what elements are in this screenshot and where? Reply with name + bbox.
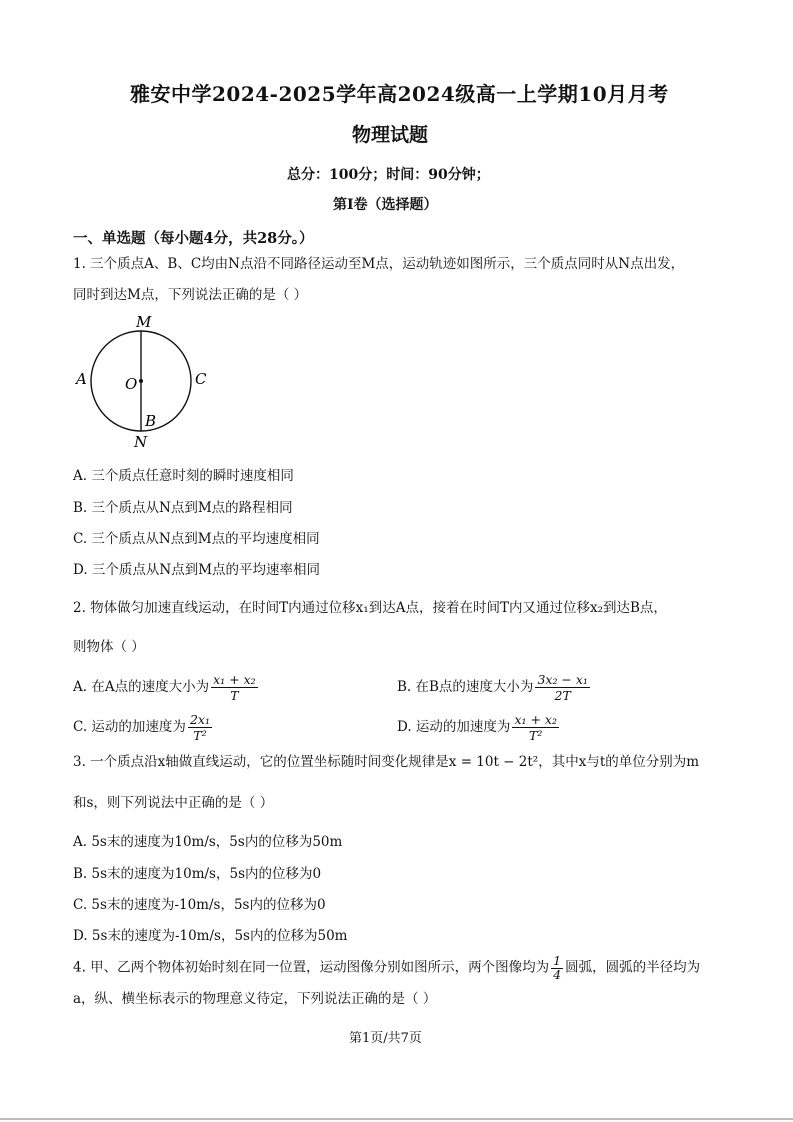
label-A: A [76, 370, 87, 388]
q3-option-c: C. 5s末的速度为-10m/s，5s内的位移为0 [73, 897, 326, 913]
label-M: M [136, 313, 152, 331]
q2-c-denominator: T² [193, 728, 207, 743]
q4-frac-numerator: 1 [553, 953, 562, 968]
page-number: 第1页/共7页 [349, 1031, 422, 1046]
q3-option-a: A. 5s末的速度为10m/s，5s内的位移为50m [73, 834, 343, 850]
q3-line1: 3. 一个质点沿x轴做直线运动，它的位置坐标随时间变化规律是x = 10t − 2t²，其中x与t的单位分别为m [73, 754, 700, 770]
section-heading: 一、单选题（每小题4分，共28分。） [73, 230, 314, 247]
label-C: C [195, 370, 207, 388]
q2-option-c-fraction [188, 712, 212, 743]
label-O: O [125, 375, 138, 393]
q2-d-denominator: T² [529, 728, 543, 743]
q2-a-numerator: x₁ + x₂ [213, 672, 256, 687]
q3-option-d: D. 5s末的速度为-10m/s，5s内的位移为50m [73, 928, 348, 944]
q4-line1-end: 圆弧，圆弧的半径均为 [565, 959, 701, 976]
label-N: N [134, 433, 148, 451]
exam-title: 雅安中学2024-2025学年高2024级高一上学期10月月考 [130, 82, 669, 106]
q2-option-a-text: A. 在A点的速度大小为 [73, 679, 210, 695]
q1-option-b: B. 三个质点从N点到M点的路程相同 [73, 500, 293, 516]
volume-label: 第Ⅰ卷（选择题） [333, 197, 438, 213]
q2-b-numerator: 3x₂ − x₁ [537, 672, 588, 687]
q4-line1-start: 4. 甲、乙两个物体初始时刻在同一位置，运动图像分别如图所示，两个图像均为 [73, 959, 550, 976]
q2-option-d [397, 712, 561, 743]
q3-line2: 和s，则下列说法中正确的是（ ） [73, 795, 274, 811]
subject-title: 物理试题 [352, 124, 429, 146]
center-point [139, 379, 143, 383]
q2-option-a-fraction [211, 672, 258, 703]
q3-option-b: B. 5s末的速度为10m/s，5s内的位移为0 [73, 866, 322, 882]
q2-option-b [397, 672, 592, 703]
q2-a-denominator: T [230, 688, 239, 703]
q2-option-d-fraction [512, 712, 559, 743]
q1-line1: 1. 三个质点A、B、C均由N点沿不同路径运动至M点，运动轨迹如图所示，三个质点同时从N点出发， [73, 256, 685, 272]
q4-frac-denominator: 4 [553, 966, 562, 982]
q2-c-numerator: 2x₁ [189, 712, 210, 727]
q2-line1: 2. 物体做匀加速直线运动，在时间T内通过位移x₁到达A点，接着在时间T内又通过位移x₂到达B点， [73, 600, 667, 616]
q2-b-denominator: 2T [554, 688, 571, 703]
q1-circle-diagram [70, 308, 220, 456]
q1-option-d: D. 三个质点从N点到M点的平均速率相同 [73, 562, 321, 578]
q2-option-c-text: C. 运动的加速度为 [73, 719, 186, 735]
q4-line1 [73, 955, 700, 981]
q1-line2: 同时到达M点，下列说法正确的是（ ） [73, 287, 308, 303]
q2-option-c [73, 712, 214, 743]
q2-option-b-fraction [535, 672, 590, 703]
q2-option-d-text: D. 运动的加速度为 [397, 719, 511, 735]
q2-option-b-text: B. 在B点的速度大小为 [397, 679, 534, 695]
q2-d-numerator: x₁ + x₂ [514, 712, 557, 727]
q1-option-c: C. 三个质点从N点到M点的平均速度相同 [73, 531, 320, 547]
bottom-edge [0, 1118, 793, 1120]
q1-option-a: A. 三个质点任意时刻的瞬时速度相同 [73, 468, 294, 484]
label-B: B [145, 412, 157, 430]
q4-line2: a，纵、横坐标表示的物理意义待定，下列说法正确的是（ ） [73, 991, 437, 1007]
q2-line2: 则物体（ ） [73, 639, 145, 655]
q4-quarter-fraction [551, 955, 563, 981]
q2-option-a [73, 672, 260, 703]
exam-info: 总分：100分；时间：90分钟； [287, 167, 490, 183]
